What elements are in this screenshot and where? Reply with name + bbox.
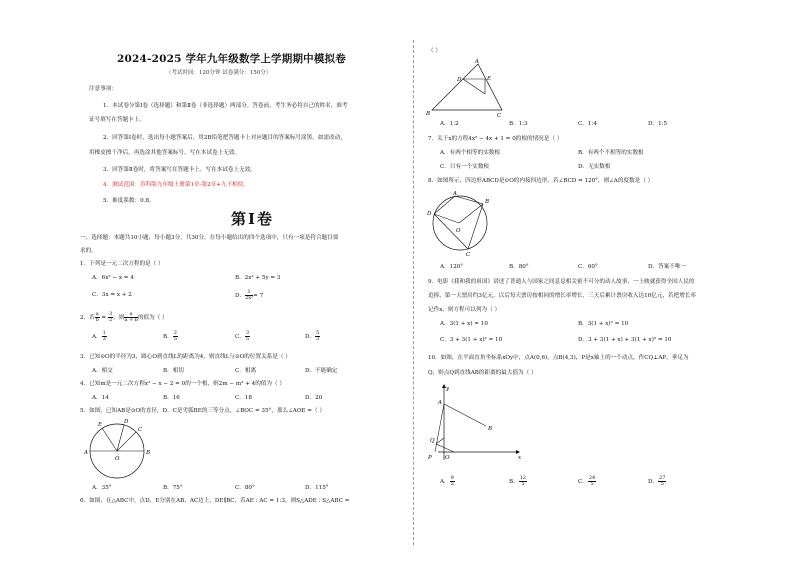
exam-subtitle: （考试时间：120分钟 试卷满分：150分） xyxy=(166,70,272,76)
q9-option-d: D．3 + 3(1 + x) + 3(1 + x)² = 10 xyxy=(578,337,672,343)
q10-option-d: D． $\frac{27}{5}$ xyxy=(648,475,666,487)
note-line: 3．回答第Ⅱ卷时，将答案写在答题卡上。写在本试卷上无效。 xyxy=(103,167,256,173)
q1-option-c: C．3x = x + 2 xyxy=(92,292,132,298)
q5-option-a: A．35° xyxy=(92,485,112,491)
q10-label-x: x xyxy=(518,455,522,461)
q3-option-b: B．相切 xyxy=(163,368,184,374)
q3-option-d: D．不能确定 xyxy=(305,368,338,374)
q8-label-o: O xyxy=(456,228,461,234)
q5-radius-oe xyxy=(102,428,117,451)
q6-stem-cont: （ ） xyxy=(428,48,441,54)
q8-circle xyxy=(433,196,490,250)
q6-label-c: C xyxy=(497,113,502,118)
q4-option-a: A．14 xyxy=(92,395,109,401)
q10-label-y: y xyxy=(446,386,450,392)
q6-triangle-figure xyxy=(424,58,504,118)
q6-segment xyxy=(463,79,485,94)
note-line-scope: 4．测试范围：苏科版九年级上册第1章-第2章+九下相似。 xyxy=(103,182,249,188)
q5-label-a: A xyxy=(84,450,88,456)
note-line: 5．难度系数：0.8。 xyxy=(103,198,155,204)
q8-label-c: C xyxy=(466,252,471,258)
q1-option-b: B．2x² + 5y = 3 xyxy=(235,275,281,281)
q8-option-c: C．60° xyxy=(578,264,598,270)
q6-label-b: B xyxy=(426,111,431,117)
q3-option-c: C．相离 xyxy=(235,368,257,374)
q6-option-a: A．1:2 xyxy=(440,121,459,127)
q9-stem: 追捧，第一天票房约3亿元，以后每天票房按相同的增长率增长，三天后累计票房收入达10亿元，若把增长率 xyxy=(428,293,696,299)
q6-option-b: B．1:3 xyxy=(509,121,528,127)
note-line: 用橡皮擦干净后，再选涂其他答案标号。写在本试卷上无效。 xyxy=(89,150,241,156)
q4-stem: 4．已知m是一元二次方程x² − x − 2 = 0的一个根，则2m − m² + 4的值为（ ） xyxy=(80,381,285,387)
q5-label-b: B xyxy=(146,450,151,456)
q9-option-c: C．3 + 3(1 + x)² = 10 xyxy=(440,337,503,343)
exam-title: 2024-2025 学年九年级数学上学期期中模拟卷 xyxy=(117,53,346,65)
q10-segment-ab xyxy=(444,404,486,426)
q1-stem: 1．下列是一元二次方程的是（ ） xyxy=(80,261,164,267)
q10-option-b: B． $\frac{12}{5}$ xyxy=(509,475,527,487)
q4-option-b: B．16 xyxy=(163,395,180,401)
q10-stem: Q，则点Q到直线AB的距离的最大值为（ ） xyxy=(428,370,537,376)
q2-option-b: B． $\frac{2}{5}$ xyxy=(163,330,177,342)
q8-radius-od xyxy=(434,214,459,223)
q5-label-c: C xyxy=(138,427,143,433)
q3-option-a: A．相交 xyxy=(92,368,113,374)
q6-option-d: D．1:5 xyxy=(648,121,668,127)
q10-option-c: C． $\frac{24}{5}$ xyxy=(578,475,596,487)
note-line: 2．回答第Ⅰ卷时，选出每小题答案后，用2B铅笔把答题卡上对应题目的答案标号涂黑。如需改动， xyxy=(103,135,346,141)
part1-instruction: 求的。 xyxy=(80,248,97,254)
q10-coordinate-figure xyxy=(426,382,526,462)
q7-option-c: C．只有一个实数根 xyxy=(440,164,490,170)
q6-triangle-abc xyxy=(432,64,502,110)
q8-radius-ob xyxy=(459,204,483,223)
q6-label-d: D xyxy=(457,77,462,83)
q7-stem: 7．关于x的方程4x² − 4x + 1 = 0的根的情况是（ ） xyxy=(428,136,563,142)
notes-heading: 注意事项： xyxy=(89,86,117,92)
q10-label-o: O xyxy=(445,455,450,461)
q1-option-a: A．6x² − x = 4 xyxy=(92,275,134,281)
q1-option-d: D． $\frac{1}{\text{2x²}}$ = 7 xyxy=(235,289,264,301)
q10-label-a: A xyxy=(438,400,442,406)
q8-label-b: B xyxy=(485,199,490,205)
q8-stem: 8．如图所示，四边形ABCD是⊙O的内接四边形，若∠BCD = 120°，则∠A的度数是（ ） xyxy=(428,178,654,184)
q8-circle-figure xyxy=(426,190,498,258)
q10-option-a: A． $\frac{9}{5}$ xyxy=(440,475,454,487)
q9-option-a: A．3(1 + x) = 10 xyxy=(440,321,488,327)
q6-stem: 6．如图，在△ABC中，点D、E分别在AB、AC边上，DE∥BC，若AE : AC = 1:3，则S△ADE : S△ABC = xyxy=(80,498,350,504)
q5-option-b: B．75° xyxy=(163,485,183,491)
q8-option-b: B．80° xyxy=(509,264,529,270)
column-divider xyxy=(413,40,414,545)
q5-label-d: D xyxy=(124,419,129,425)
q5-label-o: O xyxy=(115,456,120,462)
part1-instruction: 一、选择题：本题共10小题，每小题3分，共30分。在每小题给出的四个选项中，只有一项是符合题目要 xyxy=(80,235,339,241)
note-line: 证号填写在答题卡上。 xyxy=(89,117,145,123)
q8-option-d: D．答案不唯一 xyxy=(648,264,687,270)
q5-label-e: E xyxy=(98,422,103,428)
q8-label-a: A xyxy=(453,191,457,197)
section-title: 第Ⅰ卷 xyxy=(231,210,275,228)
q10-segment-cq xyxy=(436,444,454,452)
q2-stem: 2．若 $\frac{a}{b}$ = $\frac{3}{2}$ ，则 $\frac{a}{a + b}$ 的值为（ ） xyxy=(80,311,168,323)
q10-segment-ap xyxy=(435,404,444,452)
q5-option-d: D．115° xyxy=(305,485,329,491)
q8-label-d: D xyxy=(427,211,432,217)
q2-option-d: D． $\frac{5}{3}$ xyxy=(305,330,320,342)
q8-option-a: A．120° xyxy=(440,264,464,270)
q7-option-a: A．有两个相等的实数根 xyxy=(440,150,500,156)
q6-label-a: A xyxy=(475,59,479,65)
q2-option-a: A． $\frac{1}{3}$ xyxy=(92,330,106,342)
q10-label-q: Q xyxy=(430,438,435,444)
q4-option-c: C．18 xyxy=(235,395,252,401)
q9-option-b: B．3(1 + x)² = 10 xyxy=(578,321,629,327)
q10-label-p: P xyxy=(428,455,432,461)
q10-x-arrow xyxy=(516,450,520,454)
q2-option-c: C． $\frac{3}{5}$ xyxy=(235,330,250,342)
q10-stem: 10．如图，在平面直角坐标系xOy中，点A(0,6)，点B(4,3)，P是x轴上的一个动点，作CQ⊥AP，垂足为 xyxy=(428,355,689,361)
q5-option-c: C．80° xyxy=(235,485,255,491)
q7-option-d: D．无实数根 xyxy=(578,164,611,170)
q10-label-b: B xyxy=(488,426,493,432)
q3-stem: 3．已知⊙O的半径为3，圆心O到直线L的距离为4，则直线L与⊙O的位置关系是（ ） xyxy=(80,354,291,360)
q9-stem: 记作x，则方程可以列为（ ） xyxy=(428,307,501,313)
note-line: 1．本试卷分第Ⅰ卷（选择题）和第Ⅱ卷（非选择题）两部分。答卷前，考生务必将自己的姓名、准考 xyxy=(103,103,348,109)
q4-option-d: D．20 xyxy=(305,395,323,401)
q6-label-e: E xyxy=(487,76,492,82)
q9-stem: 9．电影《我和我的祖国》讲述了普通人与国家之间息息相关密不可分的动人故事，一上映就获得全国人民的 xyxy=(428,279,695,285)
q5-circle-figure xyxy=(80,418,160,480)
q6-option-c: C．1:4 xyxy=(578,121,597,127)
q5-stem: 5．如图，已知AB是⊙O的直径，D、C是劣弧BE的三等分点，∠BOC = 35°，那么∠AOE =（ ） xyxy=(80,408,325,414)
q7-option-b: B．有两个不相等的实数根 xyxy=(578,150,644,156)
